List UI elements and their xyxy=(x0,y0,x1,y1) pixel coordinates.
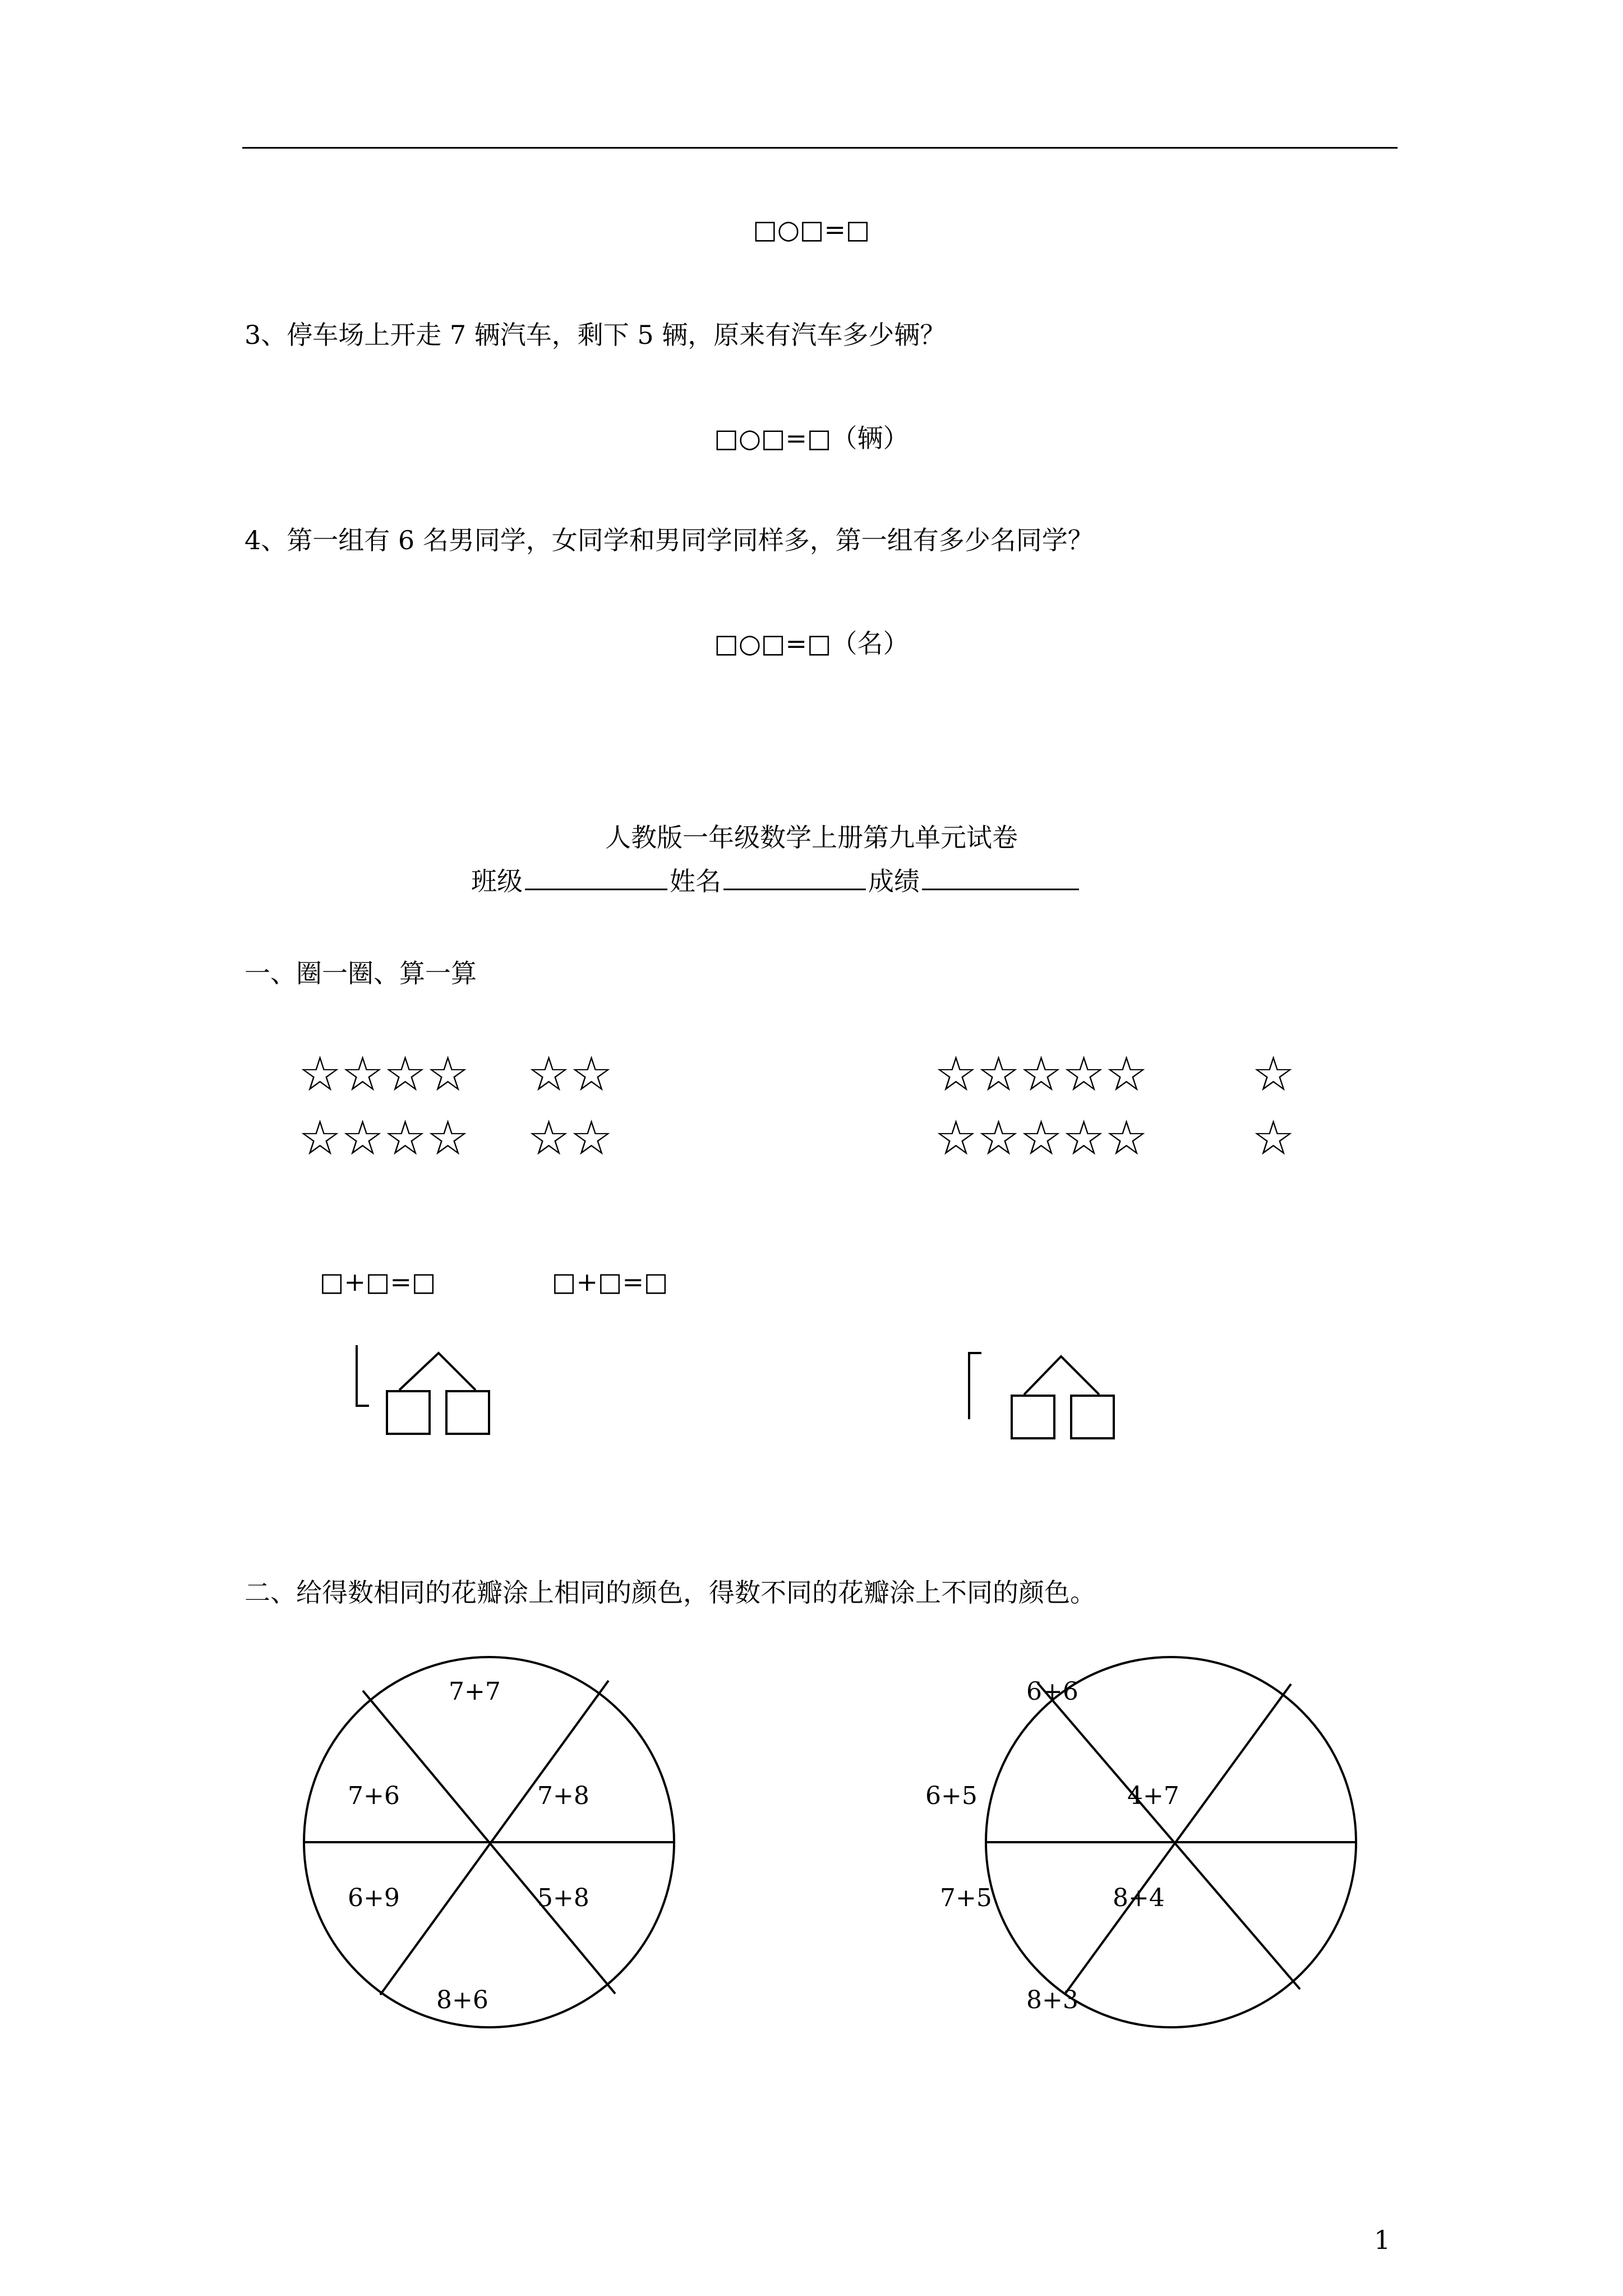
bond-left-branch xyxy=(399,1353,476,1390)
petal-right-4[interactable]: 7+5 xyxy=(940,1884,992,1912)
star-icon[interactable]: ☆ xyxy=(934,1110,978,1166)
petal-right-1[interactable]: 6+6 xyxy=(1026,1677,1078,1706)
star-icon[interactable]: ☆ xyxy=(341,1046,385,1102)
star-icon[interactable]: ☆ xyxy=(1062,1110,1106,1166)
q4-text: 4、第一组有 6 名男同学，女同学和男同学同样多，第一组有多少名同学？ xyxy=(245,525,1094,555)
petal-left-6[interactable]: 8+6 xyxy=(436,1986,488,2014)
q3-equation: □○□=□（辆） xyxy=(714,423,909,453)
number-bond-left xyxy=(357,1345,489,1434)
petal-left-4[interactable]: 6+9 xyxy=(348,1884,400,1912)
star-icon[interactable]: ☆ xyxy=(426,1046,470,1102)
star-icon[interactable]: ☆ xyxy=(298,1110,342,1166)
bond-right-bracket xyxy=(969,1353,981,1419)
star-icon[interactable]: ☆ xyxy=(1105,1046,1149,1102)
q4-equation: □○□=□（名） xyxy=(714,628,909,659)
star-icon[interactable]: ☆ xyxy=(1062,1046,1106,1102)
bond-left-box-1[interactable] xyxy=(387,1391,430,1434)
petal-right-2[interactable]: 6+5 xyxy=(925,1782,978,1810)
star-icon[interactable]: ☆ xyxy=(527,1110,571,1166)
petal-right-3[interactable]: 4+7 xyxy=(1127,1782,1179,1810)
page-number: 1 xyxy=(1374,2225,1391,2255)
score-label: 成绩 xyxy=(868,866,920,896)
petal-left-5[interactable]: 5+8 xyxy=(537,1884,589,1912)
flower-right xyxy=(986,1657,1356,2027)
exam-title: 人教版一年级数学上册第九单元试卷 xyxy=(605,822,1018,853)
petal-right-5[interactable]: 8+4 xyxy=(1113,1884,1165,1912)
bond-left-box-2[interactable] xyxy=(446,1391,489,1434)
bond-right-box-1[interactable] xyxy=(1012,1396,1054,1438)
star-icon[interactable]: ☆ xyxy=(977,1046,1021,1102)
star-icon[interactable]: ☆ xyxy=(384,1046,427,1102)
bond-right-branch xyxy=(1024,1356,1099,1395)
star-icon[interactable]: ☆ xyxy=(426,1110,470,1166)
star-icon[interactable]: ☆ xyxy=(1252,1046,1295,1102)
star-icon[interactable]: ☆ xyxy=(934,1046,978,1102)
star-icon[interactable]: ☆ xyxy=(527,1046,571,1102)
equation-right: □+□=□ xyxy=(552,1267,668,1297)
star-icon[interactable]: ☆ xyxy=(384,1110,427,1166)
section2-heading: 二、给得数相同的花瓣涂上相同的颜色，得数不同的花瓣涂上不同的颜色。 xyxy=(245,1577,1096,1608)
star-icon[interactable]: ☆ xyxy=(1020,1110,1063,1166)
star-icon[interactable]: ☆ xyxy=(341,1110,385,1166)
flower-left-divider xyxy=(380,1681,608,1995)
bond-right-box-2[interactable] xyxy=(1071,1396,1114,1438)
petal-right-6[interactable]: 8+3 xyxy=(1026,1986,1078,2014)
q2-equation: □○□=□ xyxy=(753,214,870,245)
flower-left xyxy=(304,1657,674,2027)
star-icon[interactable]: ☆ xyxy=(1105,1110,1149,1166)
class-label: 班级 xyxy=(471,866,523,896)
petal-left-2[interactable]: 7+6 xyxy=(348,1782,400,1810)
flower-right-divider xyxy=(1064,1684,1291,1995)
petal-left-1[interactable]: 7+7 xyxy=(449,1677,501,1706)
name-label: 姓名 xyxy=(670,866,721,896)
equation-left: □+□=□ xyxy=(320,1267,436,1297)
section1-heading: 一、圈一圈、算一算 xyxy=(245,958,477,988)
star-icon[interactable]: ☆ xyxy=(1252,1110,1295,1166)
star-icon[interactable]: ☆ xyxy=(570,1046,614,1102)
bond-left-bracket xyxy=(357,1345,369,1406)
petal-left-3[interactable]: 7+8 xyxy=(537,1782,589,1810)
star-icon[interactable]: ☆ xyxy=(570,1110,614,1166)
star-icon[interactable]: ☆ xyxy=(1020,1046,1063,1102)
star-icon[interactable]: ☆ xyxy=(977,1110,1021,1166)
star-icon[interactable]: ☆ xyxy=(298,1046,342,1102)
q3-text: 3、停车场上开走 7 辆汽车，剩下 5 辆，原来有汽车多少辆？ xyxy=(245,320,946,350)
flower-right-divider xyxy=(1038,1683,1300,1989)
number-bond-right xyxy=(969,1353,1114,1438)
